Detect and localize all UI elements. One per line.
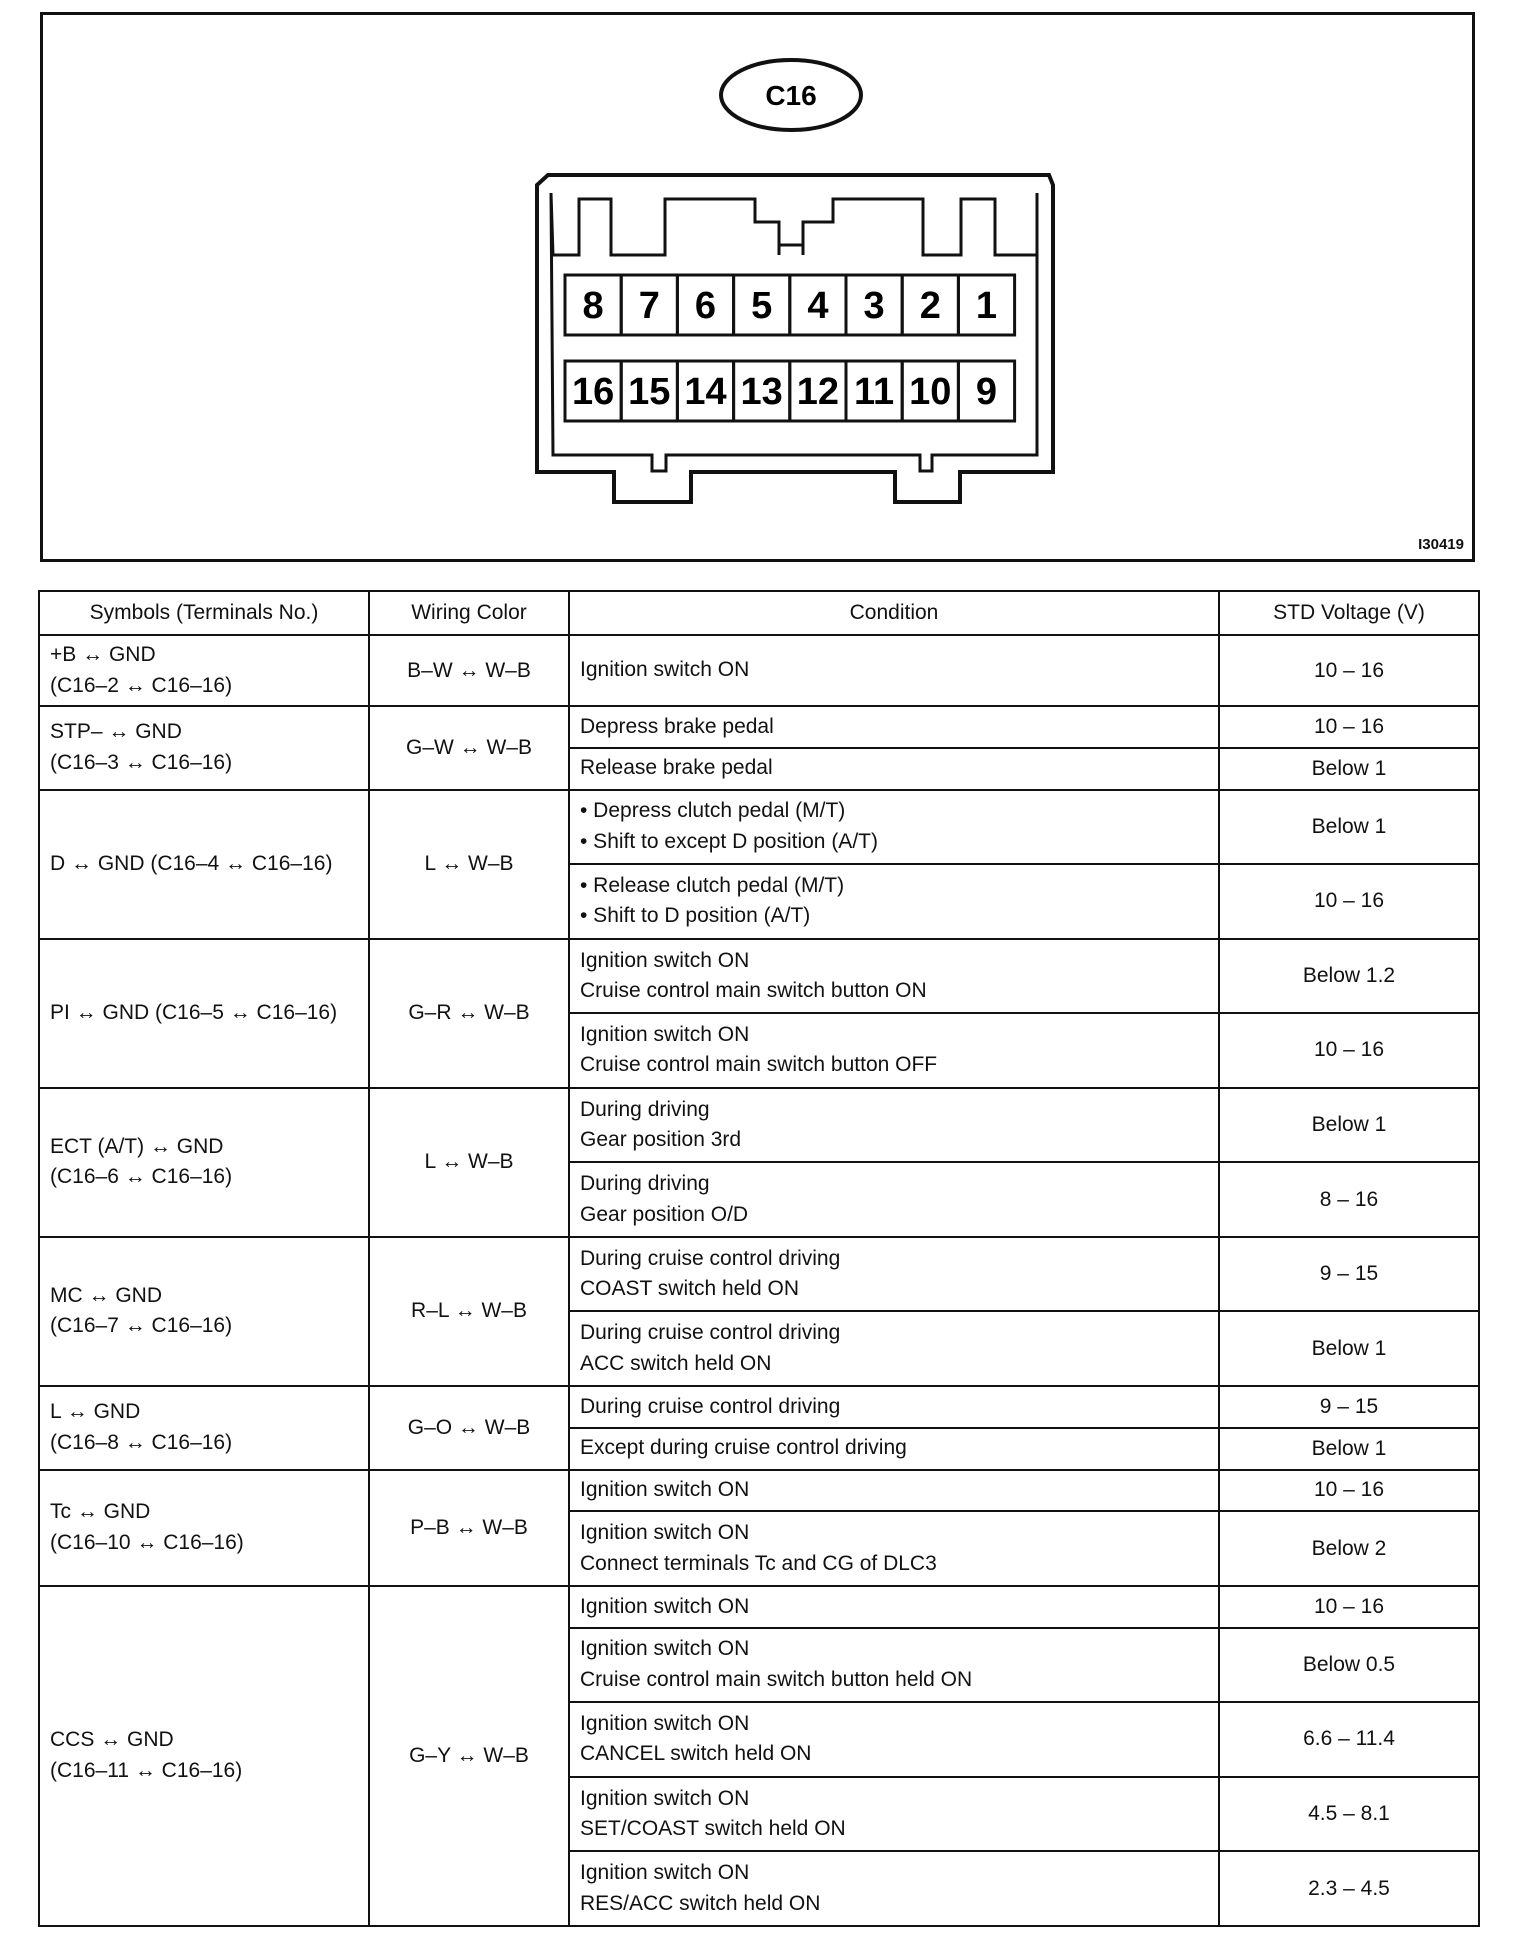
connector-housing-outline [537,175,1053,502]
condition-line: During driving [580,1172,710,1196]
connector-inner-outline [551,193,1037,471]
terminal-symbol-cell [39,1386,369,1470]
terminal-symbol-cell [39,1586,369,1926]
wiring-color-cell: L ↔ W–B [369,790,569,939]
condition-line: Ignition switch ON [580,1478,750,1502]
std-voltage-cell: 2.3 – 4.5 [1219,1851,1479,1926]
pin-number: 14 [684,371,727,413]
figure-id: I30419 [1418,536,1464,553]
terminal-symbol-cell [39,706,369,790]
table-row [39,1237,1479,1312]
pin-number: 9 [975,371,998,413]
pin-number: 3 [863,285,885,327]
wiring-color-cell: G–R ↔ W–B [369,939,569,1088]
pin-number: 12 [796,371,840,413]
terminal-symbol-cell [39,635,369,706]
terminal-symbol-line: (C16–10 ↔ C16–16) [50,1530,244,1554]
condition-line: CANCEL switch held ON [580,1742,812,1766]
wiring-color-cell: R–L ↔ W–B [369,1237,569,1386]
connector-diagram [40,12,1475,562]
condition-line: COAST switch held ON [580,1277,800,1301]
condition-line: SET/COAST switch held ON [580,1816,846,1840]
std-voltage-cell: 10 – 16 [1219,1586,1479,1628]
terminal-symbol-line: ECT (A/T) ↔ GND [50,1134,224,1158]
std-voltage-cell: 10 – 16 [1219,1470,1479,1512]
condition-cell [569,939,1219,1014]
table-row [39,1470,1479,1512]
table-row [39,1386,1479,1428]
wiring-color-cell: B–W ↔ W–B [369,635,569,706]
terminal-symbol-line: Tc ↔ GND [50,1500,151,1524]
std-voltage-cell: Below 1 [1219,1088,1479,1163]
terminal-symbol-cell [39,939,369,1088]
condition-cell [569,1511,1219,1586]
std-voltage-cell: 10 – 16 [1219,635,1479,706]
std-voltage-cell: Below 2 [1219,1511,1479,1586]
condition-cell [569,635,1219,706]
std-voltage-cell: 10 – 16 [1219,1013,1479,1088]
pin-number: 8 [582,285,604,327]
condition-cell [569,706,1219,748]
terminal-voltage-table [38,590,1480,1927]
condition-line: Cruise control main switch button held ON [580,1667,973,1691]
connector-label: C16 [765,80,817,111]
std-voltage-cell: 10 – 16 [1219,864,1479,939]
condition-line: • Shift to except D position (A/T) [580,829,878,853]
table-body [39,635,1479,1926]
terminal-symbol-line: MC ↔ GND [50,1283,162,1307]
condition-line: Gear position O/D [580,1202,749,1226]
terminal-symbol-line: L ↔ GND [50,1400,141,1424]
wiring-color-cell: G–O ↔ W–B [369,1386,569,1470]
condition-cell [569,1702,1219,1777]
table-row [39,635,1479,706]
terminal-symbol-cell [39,1237,369,1386]
std-voltage-cell: Below 0.5 [1219,1628,1479,1703]
condition-line: Ignition switch ON [580,1023,750,1047]
condition-line: Cruise control main switch button ON [580,978,927,1002]
terminal-symbol-line: (C16–2 ↔ C16–16) [50,673,233,697]
table-header-row [39,591,1479,635]
table-row [39,1088,1479,1163]
std-voltage-cell: 10 – 16 [1219,706,1479,748]
terminal-symbol-cell [39,790,369,939]
condition-line: Ignition switch ON [580,948,750,972]
condition-cell [569,1237,1219,1312]
std-voltage-cell: 6.6 – 11.4 [1219,1702,1479,1777]
condition-cell [569,1628,1219,1703]
std-voltage-cell: Below 1 [1219,790,1479,865]
terminal-symbol-line: CCS ↔ GND [50,1728,174,1752]
condition-line: • Depress clutch pedal (M/T) [580,799,846,823]
std-voltage-cell: 8 – 16 [1219,1162,1479,1237]
header-std-voltage: STD Voltage (V) [1219,591,1479,635]
std-voltage-cell: Below 1 [1219,1428,1479,1470]
condition-cell [569,1470,1219,1512]
pin-number: 1 [975,285,998,327]
condition-line: Cruise control main switch button OFF [580,1053,938,1077]
pin-number: 11 [854,371,895,413]
condition-cell [569,1386,1219,1428]
wiring-color-cell: G–W ↔ W–B [369,706,569,790]
terminal-symbol-line: (C16–6 ↔ C16–16) [50,1165,233,1189]
condition-line: During cruise control driving [580,1321,841,1345]
pin-number: 5 [751,285,773,327]
condition-cell [569,1013,1219,1088]
condition-line: RES/ACC switch held ON [580,1891,821,1915]
terminal-symbol-cell [39,1088,369,1237]
condition-cell [569,1162,1219,1237]
condition-cell [569,748,1219,790]
condition-line: Gear position 3rd [580,1128,742,1152]
wiring-color-cell: P–B ↔ W–B [369,1470,569,1586]
condition-line: Ignition switch ON [580,1521,750,1545]
terminal-symbol-line: PI ↔ GND (C16–5 ↔ C16–16) [50,1001,338,1024]
header-wiring-color: Wiring Color [369,591,569,635]
table-row [39,790,1479,865]
terminal-symbol-line: (C16–8 ↔ C16–16) [50,1430,233,1454]
condition-line: During driving [580,1097,710,1121]
pin-number: 15 [628,371,671,413]
std-voltage-cell: 9 – 15 [1219,1237,1479,1312]
condition-line: Connect terminals Tc and CG of DLC3 [580,1551,937,1575]
condition-line: Depress brake pedal [580,714,774,738]
terminal-symbol-line: (C16–3 ↔ C16–16) [50,750,233,774]
condition-line: Ignition switch ON [580,1712,750,1735]
condition-cell [569,864,1219,939]
terminal-symbol-line: (C16–11 ↔ C16–16) [50,1758,243,1782]
condition-cell [569,1311,1219,1386]
bottom-pin-row [565,361,1015,421]
condition-line: Ignition switch ON [580,1861,750,1885]
condition-cell [569,1586,1219,1628]
terminal-symbol-line: +B ↔ GND [50,643,156,667]
condition-cell [569,1777,1219,1852]
std-voltage-cell: Below 1.2 [1219,939,1479,1014]
pin-number: 16 [571,371,615,413]
condition-line: • Shift to D position (A/T) [580,904,811,928]
pin-number: 4 [807,285,829,327]
condition-line: • Release clutch pedal (M/T) [580,873,845,897]
terminal-symbol-line: STP– ↔ GND [50,720,182,744]
top-pin-row [565,275,1015,335]
condition-line: During cruise control driving [580,1394,841,1418]
terminal-symbol-cell [39,1470,369,1586]
terminal-symbol-line: (C16–7 ↔ C16–16) [50,1314,233,1338]
condition-cell [569,790,1219,865]
pin-number: 13 [740,371,783,413]
condition-line: Ignition switch ON [580,1637,750,1661]
terminal-symbol-line: D ↔ GND (C16–4 ↔ C16–16) [50,851,333,875]
header-symbols: Symbols (Terminals No.) [39,591,369,635]
wiring-color-cell: L ↔ W–B [369,1088,569,1237]
condition-cell [569,1851,1219,1926]
table-row [39,706,1479,748]
pin-number: 2 [919,285,941,327]
condition-line: Ignition switch ON [580,1786,750,1810]
condition-line: Ignition switch ON [580,658,750,682]
pin-number: 10 [909,371,952,413]
std-voltage-cell: Below 1 [1219,748,1479,790]
std-voltage-cell: Below 1 [1219,1311,1479,1386]
condition-line: Ignition switch ON [580,1594,750,1618]
condition-line: Release brake pedal [580,756,773,780]
condition-cell [569,1428,1219,1470]
std-voltage-cell: 9 – 15 [1219,1386,1479,1428]
connector-drawing [43,15,1472,559]
header-condition: Condition [569,591,1219,635]
wiring-color-cell: G–Y ↔ W–B [369,1586,569,1926]
condition-line: Except during cruise control driving [580,1436,907,1460]
pin-number: 7 [638,285,660,327]
condition-line: During cruise control driving [580,1246,841,1270]
condition-cell [569,1088,1219,1163]
table-row [39,1586,1479,1628]
table-row [39,939,1479,1014]
condition-line: ACC switch held ON [580,1351,772,1375]
std-voltage-cell: 4.5 – 8.1 [1219,1777,1479,1852]
pin-number: 6 [694,285,717,327]
